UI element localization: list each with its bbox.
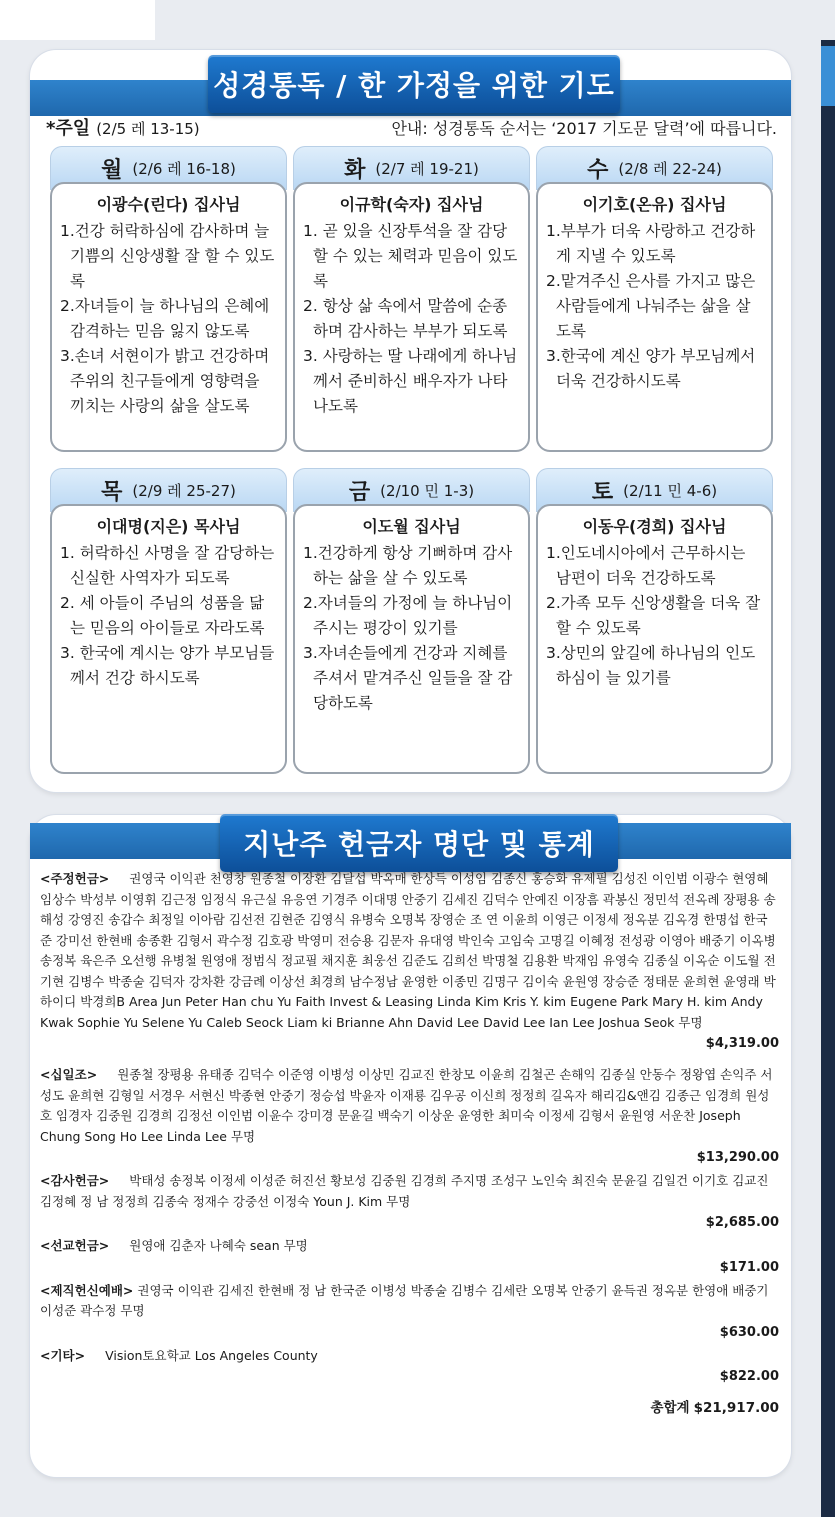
- day-body: [50, 182, 287, 452]
- day-ref: (2/10 민 1-3): [380, 482, 475, 500]
- sunday-ref: (2/5 레 13-15): [96, 120, 200, 138]
- day-name: 월: [101, 158, 123, 183]
- prayer-item: 1. 곧 있을 신장투석을 잘 감당할 수 있는 체력과 믿음이 있도록: [303, 222, 518, 290]
- day-card-wed: [536, 146, 773, 452]
- prayer-item: 2.자녀들이 늘 하나님의 은혜에 감격하는 믿음 잃지 않도록: [60, 297, 270, 340]
- prayer-item: 2.자녀들의 가정에 늘 하나님이 주시는 평강이 있기를: [303, 594, 513, 637]
- right-edge-accent: [821, 46, 835, 106]
- right-edge-strip: [821, 40, 835, 1517]
- category-amount: $630.00: [719, 1324, 779, 1340]
- category-amount: $2,685.00: [705, 1215, 779, 1230]
- day-card-sat: [536, 468, 773, 774]
- day-name: 수: [587, 158, 609, 183]
- category-label: <십일조>: [40, 1067, 98, 1082]
- category-amount: $822.00: [719, 1369, 779, 1384]
- donor-names: 원종철 장평용 유태종 김덕수 이준영 이병성 이상민 김교진 한창모 이윤희 김철곤 손해익 김종실 안동수 정왕엽 손익주 서성도 윤희현 김형일 서경우 서현신 박종현 안중기 정승섭 박윤자 이재룡 김우공 이신희 정정희 길옥자 해리김&앤김 김종근 임경희 원성호 임경자 김중원 김경희 김정선 이인범 이윤수 강미경 문윤길 백숙기 이상운 윤영한 최미숙 이정세 김형서 윤원영 서운찬 Joseph Chung Song Ho Lee Linda Lee 무명: [40, 1067, 773, 1144]
- offering-category-other: [40, 1346, 779, 1389]
- family-name: 이도월 집사님: [362, 517, 461, 536]
- day-ref: (2/8 레 22-24): [618, 160, 722, 178]
- category-label: <주정헌금>: [40, 871, 110, 886]
- donor-names: 권영국 이익관 김세진 한현배 정 남 한국준 이병성 박종술 김병수 김세란 오명복 안중기 윤득권 정옥분 한영애 배중기 이성준 곽수정 무명: [40, 1282, 769, 1318]
- total-amount: $21,917.00: [693, 1400, 779, 1416]
- sunday-reading: [46, 114, 200, 140]
- offering-category-weekly: [40, 869, 779, 1055]
- prayer-item: 3.상민의 앞길에 하나님의 인도하심이 늘 있기를: [546, 644, 756, 687]
- category-amount: $4,319.00: [705, 1036, 779, 1051]
- prayer-panel: [30, 50, 791, 792]
- total-label: 총합계: [650, 1400, 690, 1416]
- day-ref: (2/9 레 25-27): [132, 482, 236, 500]
- prayer-item: 1.건강하게 항상 기뻐하며 감사하는 삶을 살 수 있도록: [303, 544, 513, 587]
- top-white-margin: [0, 0, 155, 40]
- day-ref: (2/6 레 16-18): [132, 160, 236, 178]
- offering-category-thanksgiving: [40, 1171, 779, 1234]
- offering-category-tithe: [40, 1065, 779, 1169]
- sunday-label: *주일: [46, 118, 91, 139]
- offering-section-title: 지난주 헌금자 명단 및 통계: [220, 814, 618, 872]
- reading-notice: 안내: 성경통독 순서는 ‘2017 기도문 달력’에 따릅니다.: [391, 119, 777, 138]
- donor-names: 권영국 이익관 천영창 원종철 이장환 김달섭 박옥매 한상득 이성임 김종신 홍승화 유제필 김성진 이인범 이광수 현영혜 임상수 박성부 이영휘 김근정 임정식 유근실 유응연 기경주 이대명 안중기 김세진 김덕수 안예진 이장흠 곽봉신 정민석 전옥례 장평용 송해성 강영진 송갑수 최정일 이아람 김선전 김현준 김영식 유병숙 오명복 장영순 조 연 이윤희 이영근 이정세 정옥분 김옥경 한명섭 한국준 강미선 한현배 송종환 김형서 곽수정 김호광 박영미 전승용 김문자 유대영 박인숙 고임숙 고명길 이혜정 전성광 이영아 배중기 이옥병 송정복 육은주 오선행 유병철 원영애 정범식 정교필 채지훈 최웅선 김준도 김희선 박명철 김용환 박재임 유영숙 김종실 이옥순 이도월 전기현 김병수 박종술 김덕자 강차환 강금례 이상선 최경희 남수정남 윤영한 이종민 김명구 김이숙 윤원영 장승준 정태문 윤희현 윤영래 박하이디 박경희B Area Jun Peter Han chu Yu Faith Invest & Leasing Linda Kim Kris Y. kim Eugene Park Mary H. kim Andy Kwak Sophie Yu Selene Yu Caleb Seock Liam ki Brianne Ahn David Lee David Lee Ian Lee Joshua Seok 무명: [40, 871, 776, 1030]
- offering-panel: [30, 815, 791, 1477]
- offering-category-officer-service: [40, 1281, 779, 1344]
- category-names-block: [40, 1171, 779, 1212]
- prayer-item: 1.부부가 더욱 사랑하고 건강하게 지낼 수 있도록: [546, 222, 756, 265]
- prayer-item: 2. 항상 삶 속에서 말씀에 순종하며 감사하는 부부가 되도록: [303, 297, 508, 340]
- prayer-item: 3.한국에 계신 양가 부모님께서 더욱 건강하시도록: [546, 347, 756, 390]
- category-label: <선교헌금>: [40, 1238, 110, 1253]
- prayer-item: 3. 한국에 계시는 양가 부모님들께서 건강 하시도록: [60, 644, 275, 687]
- day-body: [50, 504, 287, 774]
- category-names-block: [40, 1346, 779, 1367]
- day-card-mon: [50, 146, 287, 452]
- offering-category-mission: [40, 1236, 779, 1279]
- day-name: 금: [348, 480, 371, 505]
- prayer-item: 2. 세 아들이 주님의 성품을 닮는 믿음의 아이들로 자라도록: [60, 594, 265, 637]
- day-ref: (2/11 민 4-6): [623, 482, 718, 500]
- family-name: 이기호(온유) 집사님: [582, 195, 727, 214]
- family-name: 이대명(지은) 목사님: [96, 517, 241, 536]
- category-names-block: [40, 869, 779, 1033]
- donor-names: 원영애 김춘자 나혜숙 sean 무명: [129, 1238, 308, 1253]
- day-ref: (2/7 레 19-21): [375, 160, 479, 178]
- day-body: [293, 182, 530, 452]
- category-amount: $13,290.00: [696, 1150, 779, 1165]
- prayer-item: 2.가족 모두 신앙생활을 더욱 잘 할 수 있도록: [546, 594, 761, 637]
- category-label: <기타>: [40, 1347, 86, 1363]
- category-label: <제직헌신예배>: [40, 1282, 134, 1298]
- day-name: 목: [101, 480, 123, 505]
- day-name: 토: [591, 480, 614, 505]
- day-card-tue: [293, 146, 530, 452]
- category-amount: $171.00: [719, 1259, 779, 1275]
- family-name: 이광수(린다) 집사님: [96, 195, 241, 214]
- family-name: 이규학(숙자) 집사님: [339, 195, 484, 214]
- category-names-block: [40, 1281, 779, 1322]
- prayer-item: 3. 사랑하는 딸 나래에게 하나님께서 준비하신 배우자가 나타나도록: [303, 347, 518, 415]
- day-body: [536, 182, 773, 452]
- day-name: 화: [344, 158, 366, 183]
- prayer-item: 2.맡겨주신 은사를 가지고 많은 사람들에게 나눠주는 삶을 살도록: [546, 272, 756, 340]
- donor-names: 박태성 송정복 이정세 이성준 허진선 황보성 김중원 김경희 주지명 조성구 노인숙 최진숙 문윤길 김일건 이기호 김교진 김정혜 정 남 정정희 김종숙 정재수 강중선 이정숙 Youn J. Kim 무명: [40, 1173, 769, 1209]
- day-body: [536, 504, 773, 774]
- prayer-item: 1. 허락하신 사명을 잘 감당하는 신실한 사역자가 되도록: [60, 544, 275, 587]
- day-card-fri: [293, 468, 530, 774]
- day-card-thu: [50, 468, 287, 774]
- grand-total: [40, 1398, 779, 1419]
- prayer-item: 3.손녀 서현이가 밝고 건강하며 주위의 친구들에게 영향력을 끼치는 사랑의 삶을 살도록: [60, 347, 270, 415]
- prayer-item: 3.자녀손들에게 건강과 지혜를 주셔서 맡겨주신 일들을 잘 감당하도록: [303, 644, 513, 712]
- prayer-item: 1.인도네시아에서 근무하시는 남편이 더욱 건강하도록: [546, 544, 746, 587]
- offering-list: [40, 869, 779, 1419]
- prayer-section-title: 성경통독 / 한 가정을 위한 기도: [208, 55, 620, 113]
- prayer-item: 1.건강 허락하심에 감사하며 늘 기쁨의 신앙생활 잘 할 수 있도록: [60, 222, 275, 290]
- day-body: [293, 504, 530, 774]
- sunday-line: [46, 114, 777, 140]
- category-names-block: [40, 1065, 779, 1147]
- category-label: <감사헌금>: [40, 1173, 110, 1188]
- category-names-block: [40, 1236, 779, 1257]
- donor-names: Vision토요학교 Los Angeles County: [105, 1347, 318, 1363]
- family-name: 이동우(경희) 집사님: [582, 517, 727, 536]
